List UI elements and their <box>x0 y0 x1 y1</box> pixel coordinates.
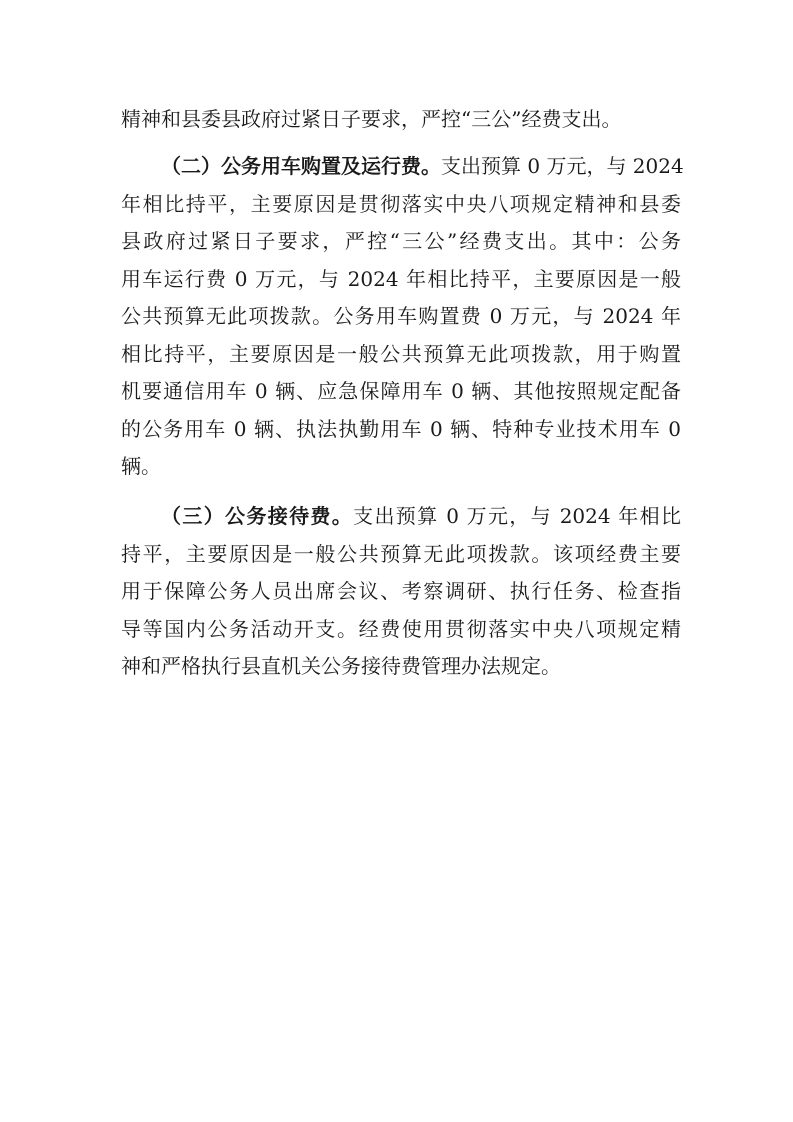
paragraph-line: 的公务用车 0 辆、执法执勤用车 0 辆、特种专业技术用车 0 <box>121 416 681 441</box>
paragraph-continuation <box>121 101 681 139</box>
paragraph-first-line <box>121 148 684 186</box>
paragraph-line: 机要通信用车 0 辆、应急保障用车 0 辆、其他按照规定配备 <box>121 379 681 403</box>
section-heading-vehicle: （二）公务用车购置及运行费。 <box>161 154 441 178</box>
paragraph-line: 相比持平，主要原因是一般公共预算无此项拨款，用于购置 <box>121 341 681 366</box>
paragraph-text: 支出预算 0 万元，与 2024 <box>441 154 684 178</box>
paragraph-text: 支出预算 0 万元，与 2024 年相比 <box>353 504 681 528</box>
paragraph-line: 用于保障公务人员出席会议、考察调研、执行任务、检查指 <box>121 579 681 603</box>
paragraph-line: 导等国内公务活动开支。经费使用贯彻落实中央八项规定精 <box>121 616 681 641</box>
paragraph-line: 用车运行费 0 万元，与 2024 年相比持平，主要原因是一般 <box>121 266 681 291</box>
paragraph-reception-expenses <box>121 498 681 686</box>
paragraph-line: 持平，主要原因是一般公共预算无此项拨款。该项经费主要 <box>121 541 681 566</box>
paragraph-line: 年相比持平，主要原因是贯彻落实中央八项规定精神和县委 <box>121 191 681 216</box>
paragraph-line: 公共预算无此项拨款。公务用车购置费 0 万元，与 2024 年 <box>121 304 681 328</box>
paragraph-line: 县政府过紧日子要求，严控“三公”经费支出。其中：公务 <box>121 229 681 253</box>
paragraph-first-line <box>121 498 681 536</box>
section-heading-reception: （三）公务接待费。 <box>161 504 354 528</box>
paragraph-line: 神和严格执行县直机关公务接待费管理办法规定。 <box>121 654 561 678</box>
paragraph-line: 辆。 <box>121 454 161 478</box>
paragraph-vehicle-expenses <box>121 148 684 486</box>
paragraph-line: 精神和县委县政府过紧日子要求，严控“三公”经费支出。 <box>121 107 622 131</box>
